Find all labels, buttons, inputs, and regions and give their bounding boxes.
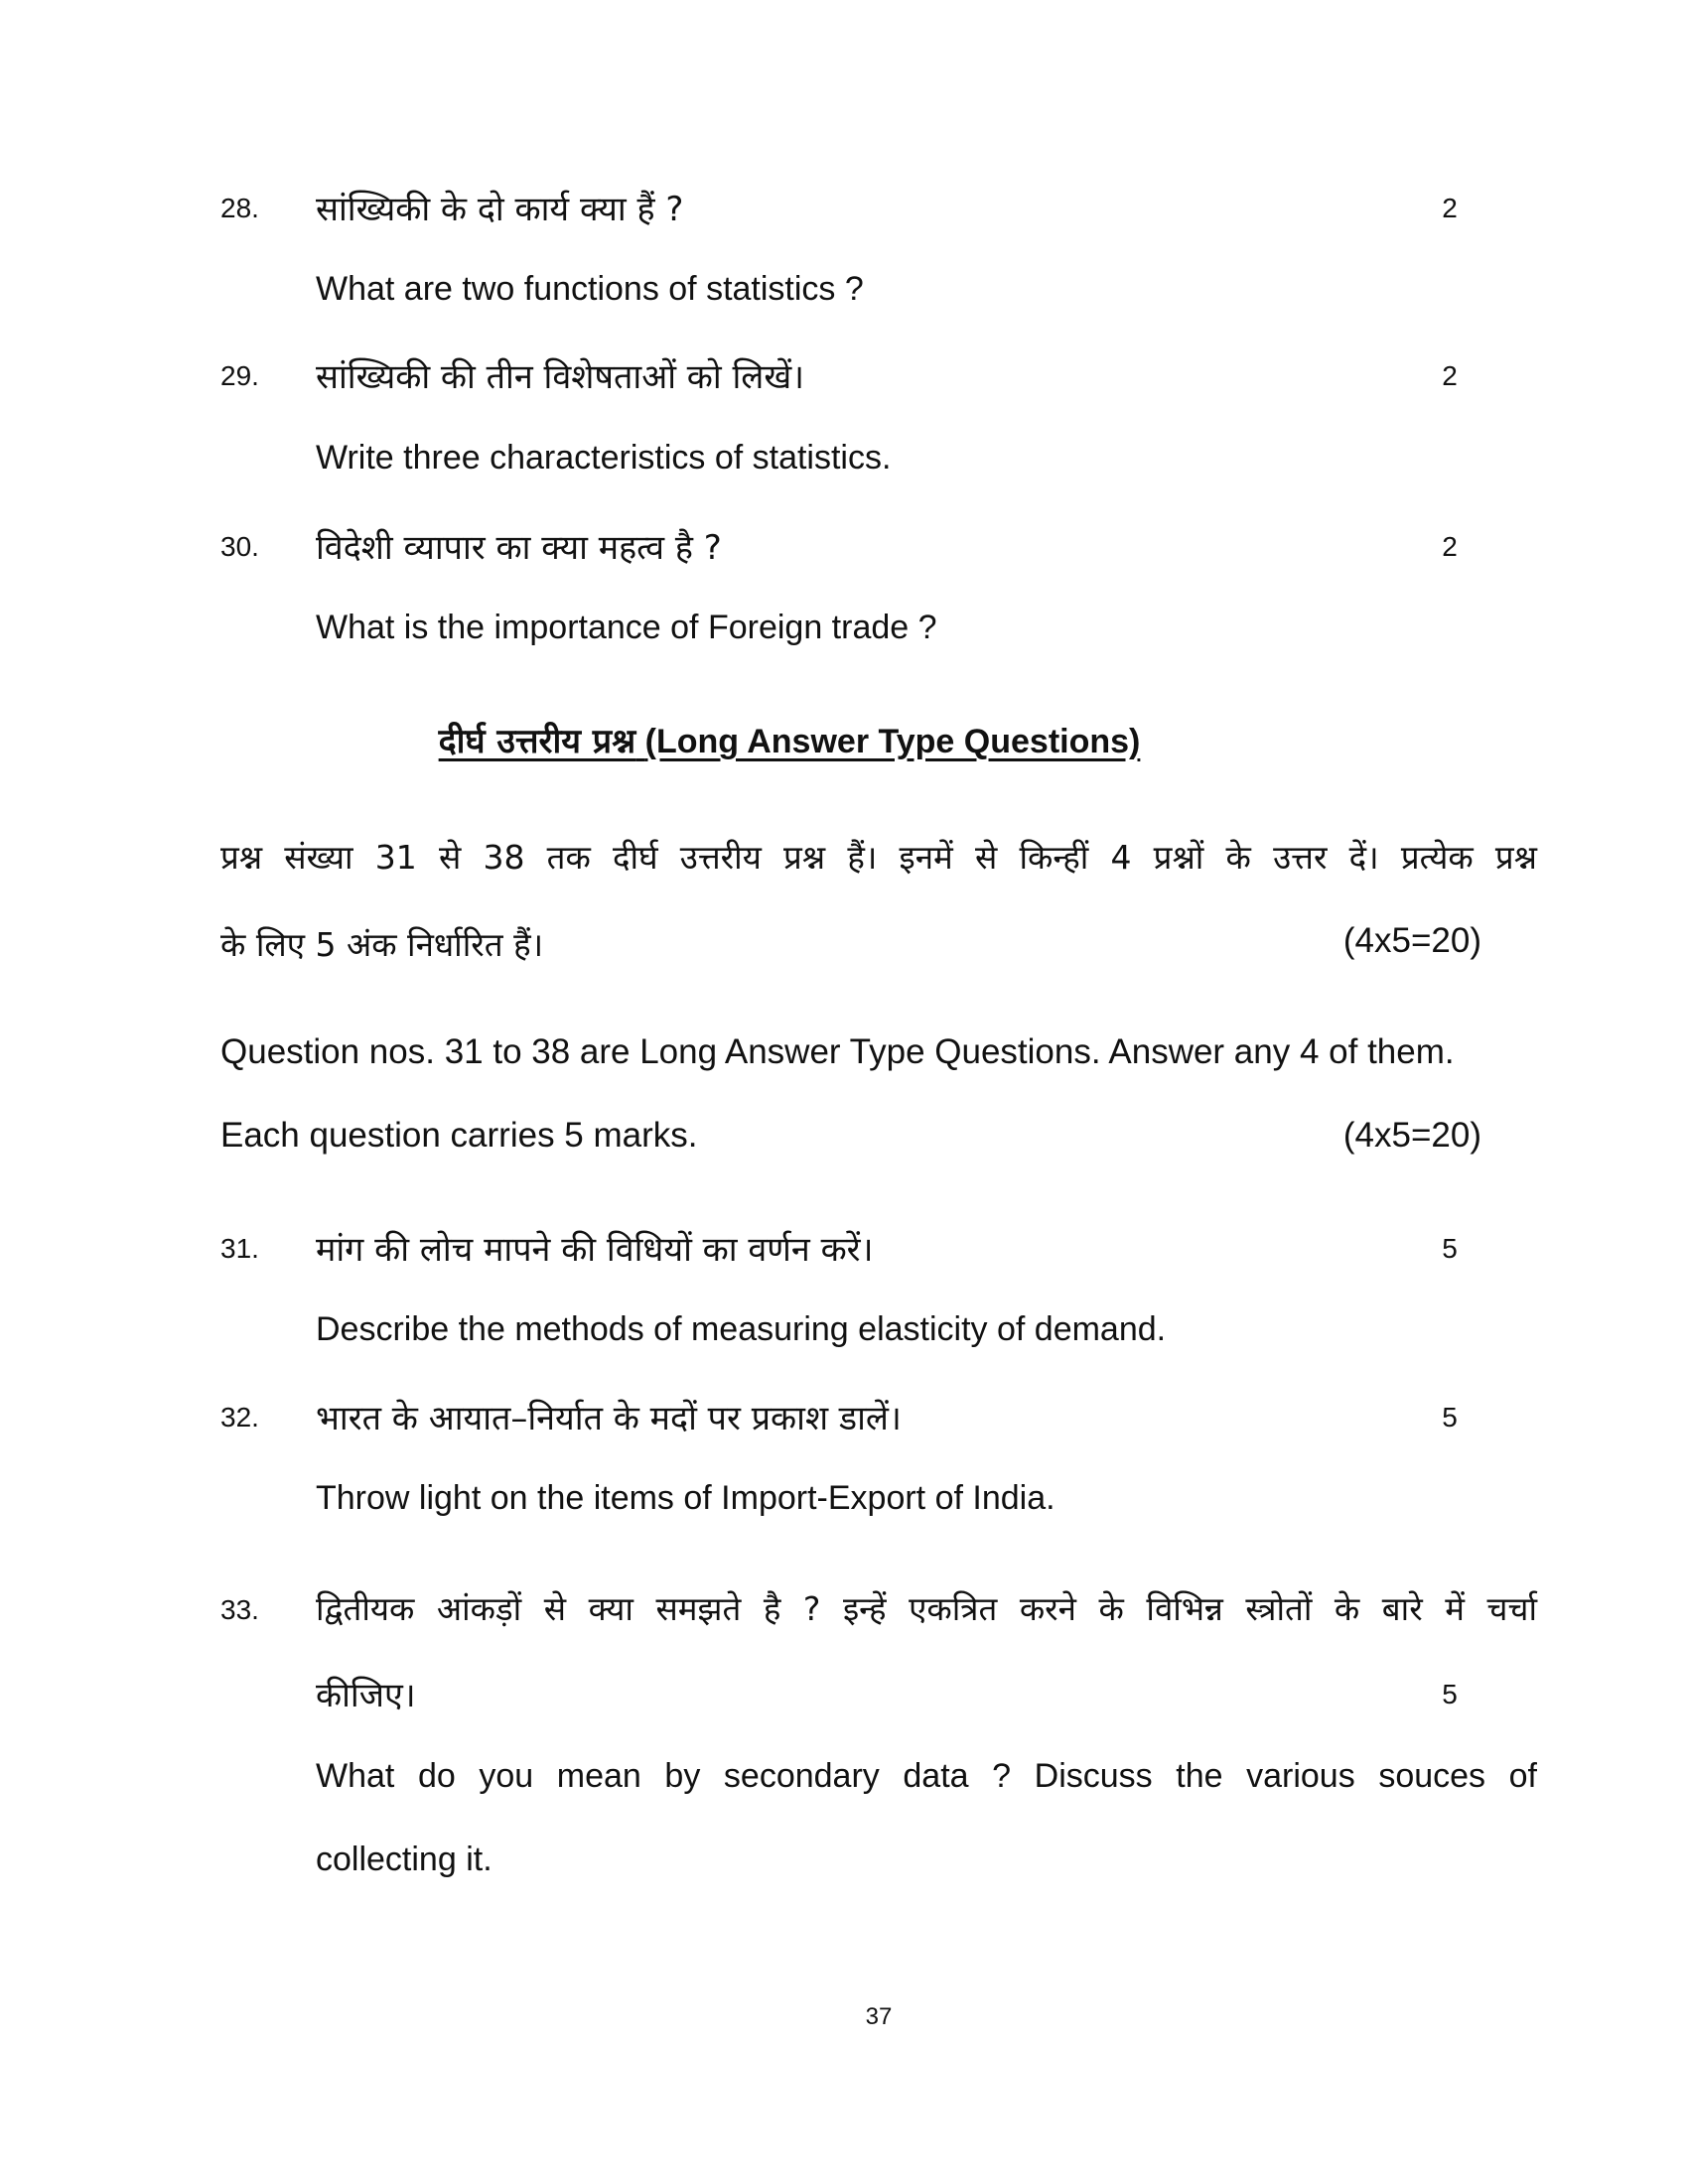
instruction-hindi-line2-row <box>220 921 1481 966</box>
section-heading-english: (Long Answer Type Questions) <box>644 723 1141 760</box>
question-english-line1: What do you mean by secondary data ? Discuss the various souces of <box>316 1757 1537 1795</box>
question-english: Throw light on the items of Import-Export of India. <box>316 1479 1055 1517</box>
question-english: Describe the methods of measuring elasticity of demand. <box>316 1310 1167 1348</box>
question-marks: 5 <box>1442 1402 1458 1433</box>
question-hindi: सांख्यिकी की तीन विशेषताओं को लिखें। <box>316 357 805 397</box>
question-number: 28. <box>220 193 259 223</box>
instruction-hindi-marks: (4x5=20) <box>1342 921 1481 960</box>
instruction-english-marks: (4x5=20) <box>1342 1116 1481 1155</box>
section-heading <box>0 717 1579 762</box>
page-number: 37 <box>865 2003 893 2030</box>
question-hindi: विदेशी व्यापार का क्या महत्व है ? <box>316 528 722 568</box>
question-hindi: मांग की लोच मापने की विधियों का वर्णन करें। <box>316 1230 874 1270</box>
question-hindi-line1: द्वितीयक आंकड़ों से क्या समझते है ? इन्हें एकत्रित करने के विभिन्न स्त्रोतों के बारे में चर्चा <box>316 1589 1537 1628</box>
question-marks: 2 <box>1442 193 1458 223</box>
question-hindi-line2: कीजिए। <box>316 1676 416 1715</box>
instruction-english-line2: Each question carries 5 marks. <box>220 1116 698 1155</box>
instruction-english-line2-row <box>220 1116 1481 1156</box>
question-marks: 5 <box>1442 1679 1458 1709</box>
question-english: What are two functions of statistics ? <box>316 270 864 308</box>
instruction-english-line1: Question nos. 31 to 38 are Long Answer Type Questions. Answer any 4 of them. <box>220 1032 1455 1071</box>
question-number: 32. <box>220 1402 259 1433</box>
question-english: What is the importance of Foreign trade ? <box>316 609 937 646</box>
question-number: 33. <box>220 1594 259 1625</box>
question-marks: 2 <box>1442 360 1458 391</box>
question-marks: 5 <box>1442 1233 1458 1264</box>
question-hindi: सांख्यिकी के दो कार्य क्या हैं ? <box>316 190 684 229</box>
question-english: Write three characteristics of statistics. <box>316 439 892 477</box>
question-english-line2: collecting it. <box>316 1841 492 1878</box>
question-number: 31. <box>220 1233 259 1264</box>
question-number: 29. <box>220 360 259 391</box>
section-heading-hindi: दीर्घ उत्तरीय प्रश्न <box>438 722 636 761</box>
instruction-hindi-line2: के लिए 5 अंक निर्धारित हैं। <box>220 925 544 964</box>
question-hindi: भारत के आयात–निर्यात के मदों पर प्रकाश डालें। <box>316 1399 902 1438</box>
question-marks: 2 <box>1442 531 1458 562</box>
instruction-hindi-line1: प्रश्न संख्या 31 से 38 तक दीर्घ उत्तरीय प्रश्न हैं। इनमें से किन्हीं 4 प्रश्नों के उत्तर दें। प्रत्येक प्रश्न <box>220 838 1537 877</box>
question-number: 30. <box>220 531 259 562</box>
